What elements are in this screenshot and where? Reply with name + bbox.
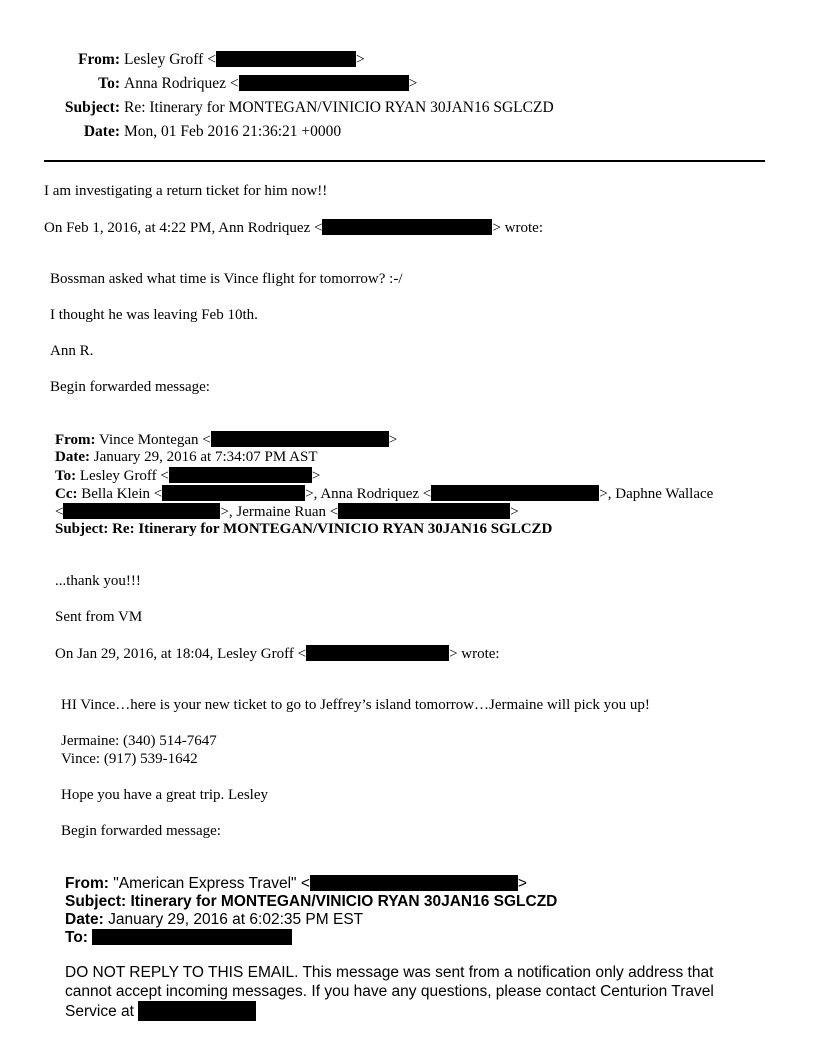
angle-close: > (311, 468, 321, 484)
amex-from-value: "American Express Travel" < (113, 875, 310, 892)
fwd-to-label: To: (55, 468, 77, 484)
message-signature: Ann R. (50, 343, 94, 359)
fwd-subject-label: Subject: (55, 521, 109, 537)
message-paragraph: Bossman asked what time is Vince flight for tomorrow? :-/ (50, 271, 403, 287)
header-date-label: Date: (83, 123, 120, 140)
message-signature: Sent from VM (55, 609, 143, 625)
amex-subject-value: Itinerary for MONTEGAN/VINICIO RYAN 30JAN16 SGLCZD (130, 893, 558, 910)
fwd-date-label: Date: (55, 449, 90, 465)
fwd-date-value: January 29, 2016 at 7:34:07 PM AST (93, 449, 318, 465)
fwd-from-row (55, 431, 397, 449)
redacted-email (338, 503, 510, 519)
fwd-cc-row-2 (55, 503, 519, 521)
quote-attribution (44, 219, 543, 237)
notice-line: cannot accept incoming messages. If you have any questions, please contact Centurion Travel (65, 983, 714, 1000)
amex-date-row (65, 911, 363, 929)
phone-line: Jermaine: (340) 514-7647 (61, 733, 217, 749)
amex-from-row (65, 875, 527, 893)
redacted-email (216, 51, 356, 67)
message-paragraph: HI Vince…here is your new ticket to go to Jeffrey’s island tomorrow…Jermaine will pick you up! (61, 697, 650, 713)
notice-line (65, 1001, 256, 1021)
attribution-wrote: > wrote: (492, 220, 543, 236)
redacted-email (162, 485, 305, 501)
email-header (40, 50, 600, 146)
amex-to-row (65, 929, 292, 947)
fwd-subject-row (55, 521, 552, 538)
fwd-from-label: From: (55, 432, 96, 448)
redacted-email (322, 219, 492, 235)
fwd-to-value: Lesley Groff < (79, 468, 169, 484)
angle-close: > (408, 75, 418, 92)
header-date-value: Mon, 01 Feb 2016 21:36:21 +0000 (124, 123, 342, 140)
quote-attribution (55, 645, 500, 663)
redacted-email (63, 503, 220, 519)
attribution-text: On Jan 29, 2016, at 18:04, Lesley Groff < (55, 646, 307, 662)
message-paragraph: ...thank you!!! (55, 573, 141, 589)
amex-subject-row (65, 893, 557, 911)
header-to-value (124, 74, 417, 94)
header-from-label: From: (78, 51, 120, 68)
angle-close: > (355, 51, 365, 68)
forwarded-marker: Begin forwarded message: (50, 379, 210, 395)
redacted-email (239, 75, 409, 91)
fwd-subject-value: Re: Itinerary for MONTEGAN/VINICIO RYAN 30JAN16 SGLCZD (112, 521, 553, 537)
fwd-cc-label: Cc: (55, 486, 78, 502)
header-divider (44, 160, 765, 162)
sender-name: Lesley Groff < (124, 51, 216, 68)
redacted-email (92, 929, 292, 945)
redacted-email (310, 875, 518, 891)
amex-date-value: January 29, 2016 at 6:02:35 PM EST (108, 911, 364, 928)
notice-text: Service at (65, 1003, 134, 1020)
amex-from-label: From: (65, 875, 109, 892)
attribution-wrote: > wrote: (449, 646, 500, 662)
fwd-from-value: Vince Montegan < (99, 432, 211, 448)
header-subject-value: Re: Itinerary for MONTEGAN/VINICIO RYAN 30JAN16 SGLCZD (124, 99, 554, 116)
header-to-label: To: (98, 75, 120, 92)
angle-close: > (510, 504, 519, 520)
header-from-value (124, 50, 365, 70)
angle-close: > (517, 875, 527, 892)
message-paragraph: I thought he was leaving Feb 10th. (50, 307, 258, 323)
reply-line: I am investigating a return ticket for him now!! (44, 183, 328, 199)
recipient-name: Anna Rodriquez < (124, 75, 239, 92)
message-paragraph: Hope you have a great trip. Lesley (61, 787, 269, 803)
forwarded-marker: Begin forwarded message: (61, 823, 221, 839)
fwd-cc-value: < (55, 504, 64, 520)
amex-to-label: To: (65, 929, 88, 946)
fwd-cc-value: Bella Klein < (81, 486, 163, 502)
redacted-phone (138, 1001, 256, 1021)
fwd-cc-value: >, Daphne Wallace (599, 486, 714, 502)
angle-close: > (388, 432, 398, 448)
redacted-email (169, 467, 312, 483)
fwd-cc-value: >, Anna Rodriquez < (305, 486, 432, 502)
fwd-date-row (55, 449, 317, 466)
amex-subject-label: Subject: (65, 893, 127, 910)
redacted-email (306, 645, 449, 661)
phone-line: Vince: (917) 539-1642 (61, 751, 198, 767)
fwd-cc-row (55, 485, 713, 503)
attribution-text: On Feb 1, 2016, at 4:22 PM, Ann Rodriquez < (44, 220, 323, 236)
fwd-cc-value: >, Jermaine Ruan < (220, 504, 339, 520)
redacted-email (431, 485, 599, 501)
header-subject-label: Subject: (64, 99, 120, 116)
fwd-to-row (55, 467, 320, 485)
amex-date-label: Date: (65, 911, 104, 928)
redacted-email (211, 431, 389, 447)
notice-line: DO NOT REPLY TO THIS EMAIL. This message was sent from a notification only address that (65, 964, 714, 981)
